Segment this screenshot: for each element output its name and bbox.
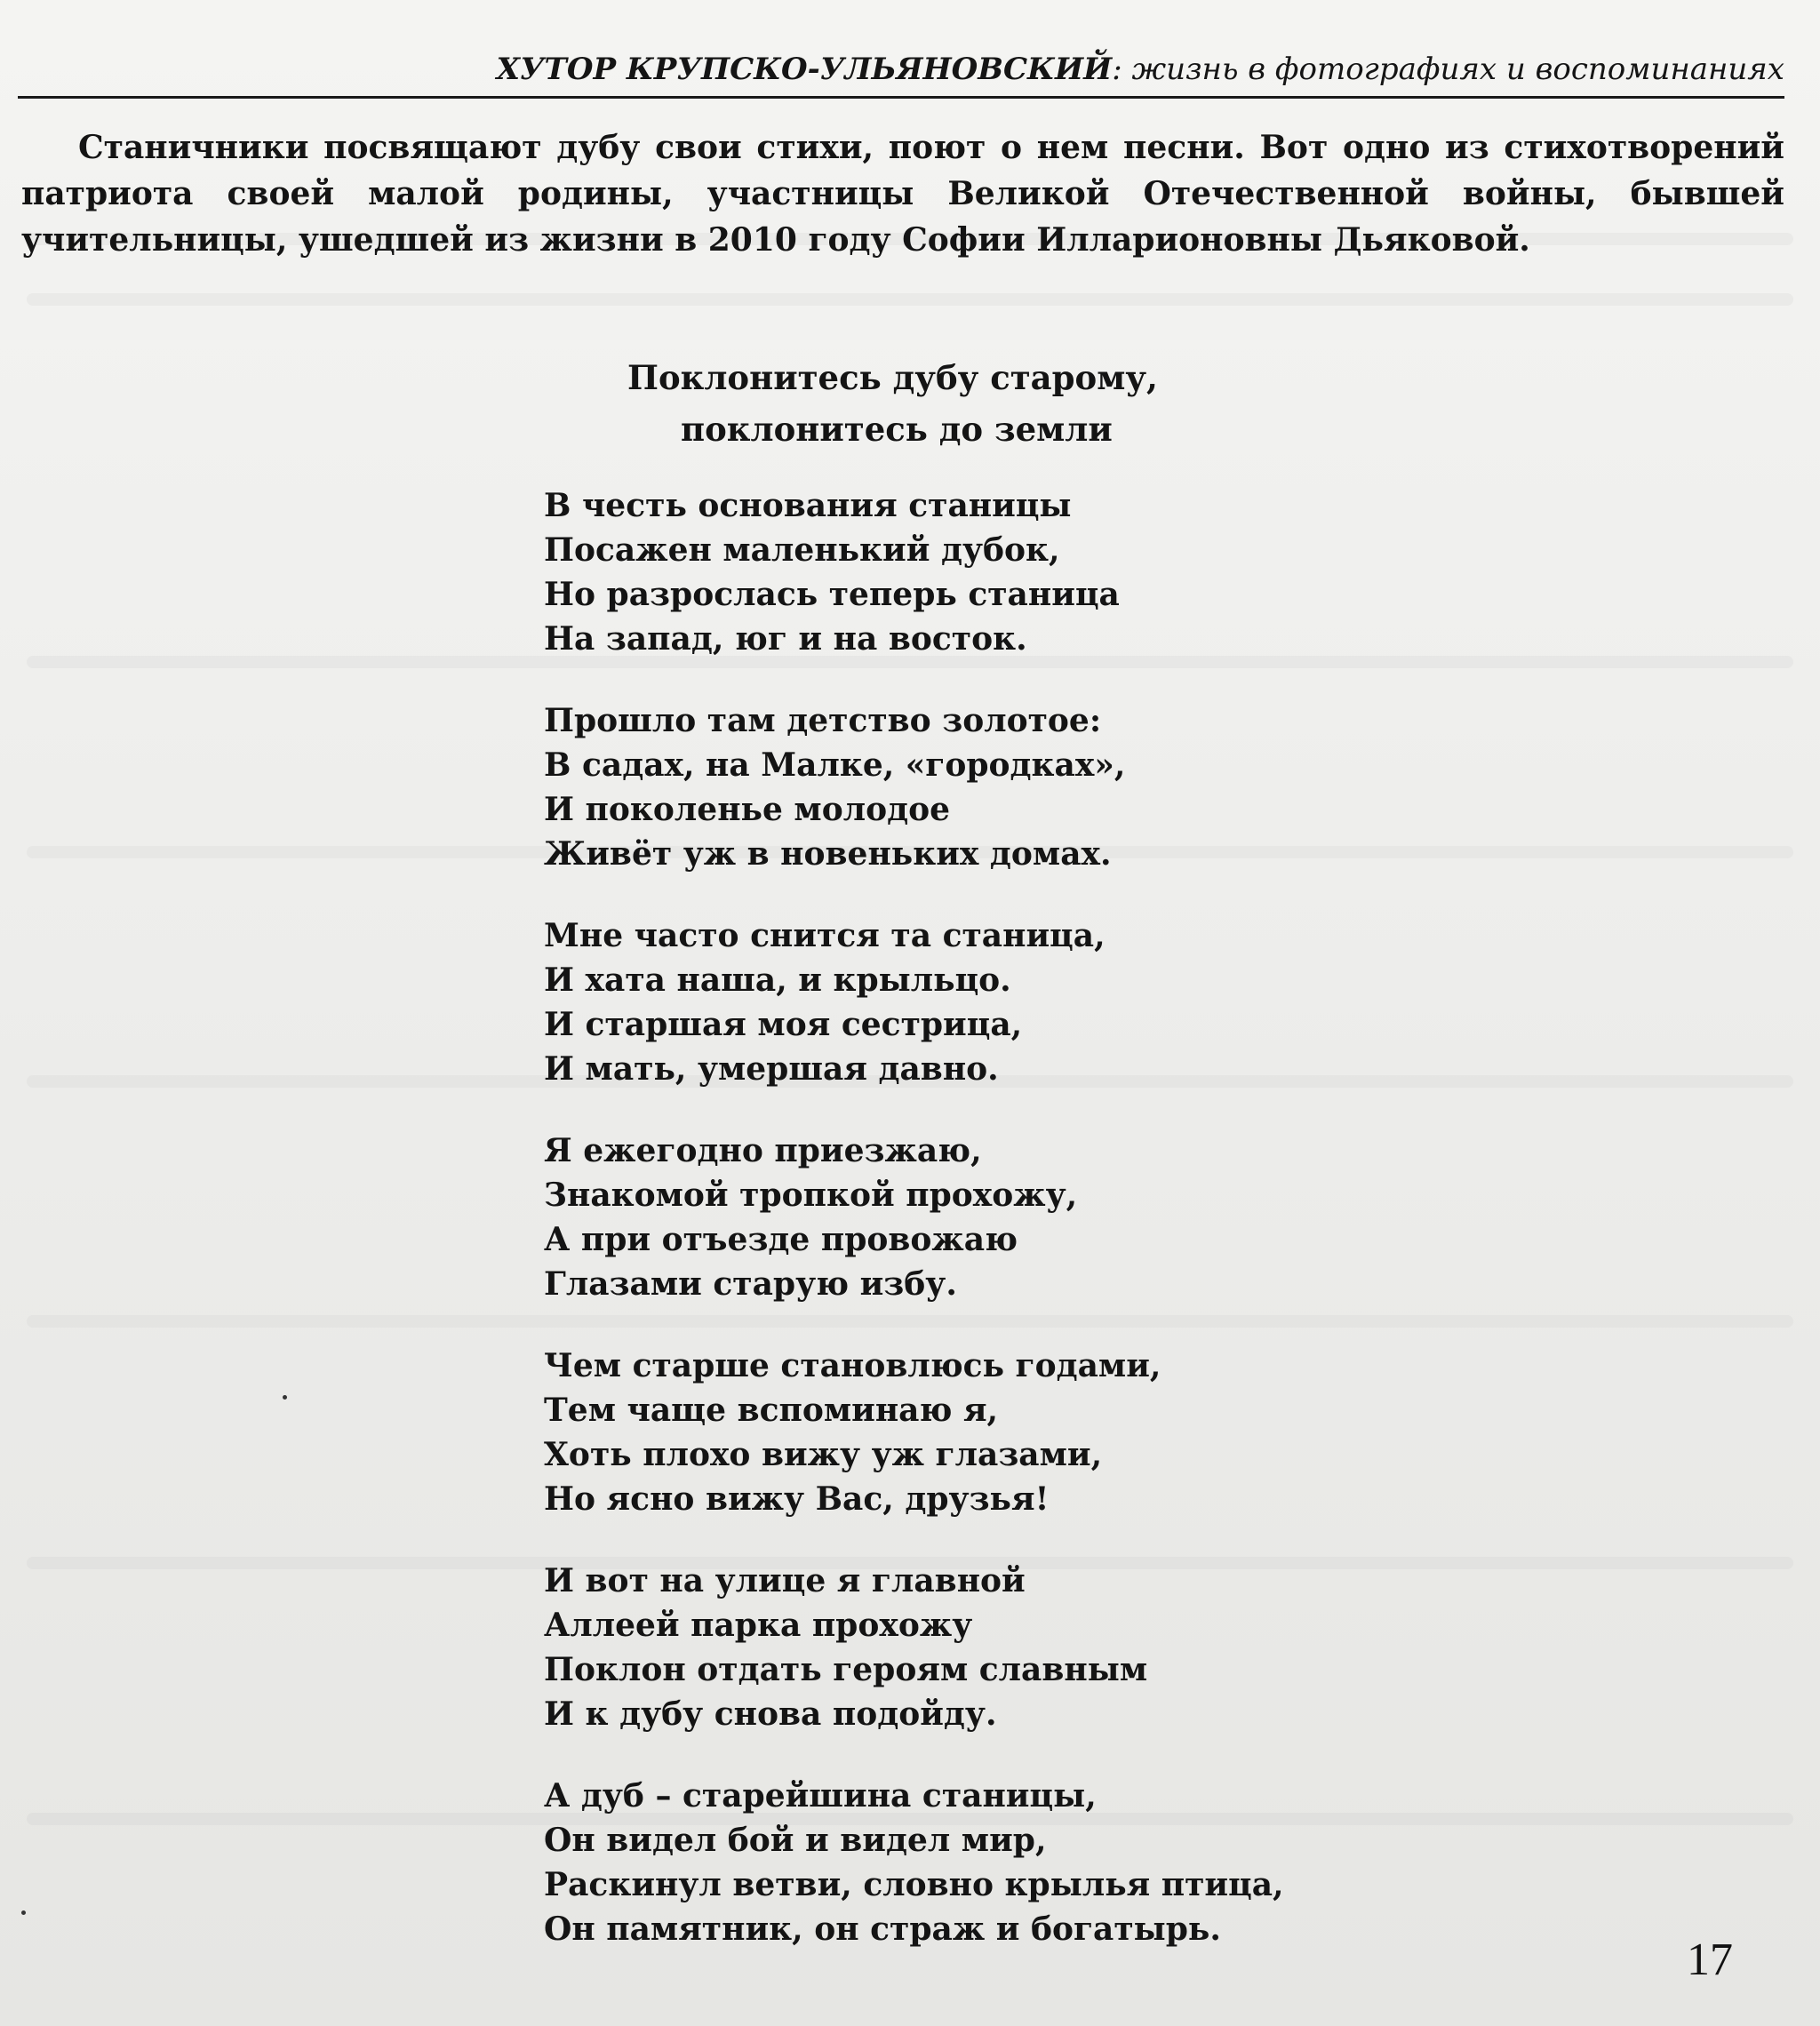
poem-line: В честь основания станицы xyxy=(544,487,1072,524)
poem-line: И вот на улице я главной xyxy=(544,1562,1026,1599)
poem-line: И поколенье молодое xyxy=(544,791,951,828)
poem-line: И старшая моя сестрица, xyxy=(544,1006,1023,1043)
poem-title-line-1: Поклонитесь дубу старому, xyxy=(627,358,1158,397)
poem-body xyxy=(544,483,1521,1989)
poem-line: Поклон отдать героям славным xyxy=(544,1651,1148,1688)
header-rule xyxy=(18,96,1784,99)
stanza xyxy=(544,483,1521,661)
poem-line: Чем старше становлюсь годами, xyxy=(544,1347,1161,1384)
scan-speck xyxy=(21,1910,26,1915)
header-subtitle: : жизнь в фотографиях и воспоминаниях xyxy=(1112,52,1784,87)
poem-line: Раскинул ветви, словно крылья птица, xyxy=(544,1866,1284,1903)
poem-line: Мне часто снится та станица, xyxy=(544,917,1106,954)
poem-line: Живёт уж в новеньких домах. xyxy=(544,835,1112,873)
stanza xyxy=(544,913,1521,1091)
poem-line: Но разрослась теперь станица xyxy=(544,576,1120,613)
poem-line: И к дубу снова подойду. xyxy=(544,1695,997,1733)
poem-line: Но ясно вижу Вас, друзья! xyxy=(544,1480,1050,1518)
poem-line: Он памятник, он страж и богатырь. xyxy=(544,1910,1221,1948)
poem-line: Хоть плохо вижу уж глазами, xyxy=(544,1436,1103,1473)
poem-line: В садах, на Малке, «городках», xyxy=(544,746,1126,784)
poem-line: Посажен маленький дубок, xyxy=(544,531,1060,569)
poem-line: Я ежегодно приезжаю, xyxy=(544,1132,982,1169)
stanza xyxy=(544,698,1521,876)
intro-text: Станичники посвящают дубу свои стихи, поют о нем песни. Вот одно из стихотворений патриота своей малой родины, участницы Великой Отечественной войны, бывшей учительницы, ушедшей из жизни в 2010 году Софии Илларионовны Дьяковой. xyxy=(21,129,1784,259)
poem-line: А при отъезде провожаю xyxy=(544,1221,1018,1258)
header-title: ХУТОР КРУПСКО-УЛЬЯНОВСКИЙ xyxy=(496,52,1113,87)
running-header xyxy=(18,50,1784,89)
poem-line: На запад, юг и на восток. xyxy=(544,620,1027,658)
poem-line: И хата наша, и крыльцо. xyxy=(544,961,1011,999)
poem-title xyxy=(533,352,1297,455)
scan-speck xyxy=(283,1395,287,1400)
page-number: 17 xyxy=(1687,1934,1733,1985)
stanza xyxy=(544,1774,1521,1951)
intro-paragraph xyxy=(21,124,1784,263)
poem-line: И мать, умершая давно. xyxy=(544,1050,999,1088)
poem-line: Он видел бой и видел мир, xyxy=(544,1822,1047,1859)
poem-line: Тем чаще вспоминаю я, xyxy=(544,1392,999,1429)
stanza xyxy=(544,1344,1521,1521)
bleed-through-texture xyxy=(27,293,1793,306)
poem-line: Аллеей парка прохожу xyxy=(544,1607,973,1644)
stanza xyxy=(544,1129,1521,1306)
poem-line: А дуб – старейшина станицы, xyxy=(544,1777,1097,1815)
poem-title-line-2: поклонитесь до земли xyxy=(681,410,1113,449)
poem-line: Знакомой тропкой прохожу, xyxy=(544,1177,1078,1214)
poem-line: Глазами старую избу. xyxy=(544,1265,957,1303)
stanza xyxy=(544,1559,1521,1736)
poem-line: Прошло там детство золотое: xyxy=(544,702,1102,739)
